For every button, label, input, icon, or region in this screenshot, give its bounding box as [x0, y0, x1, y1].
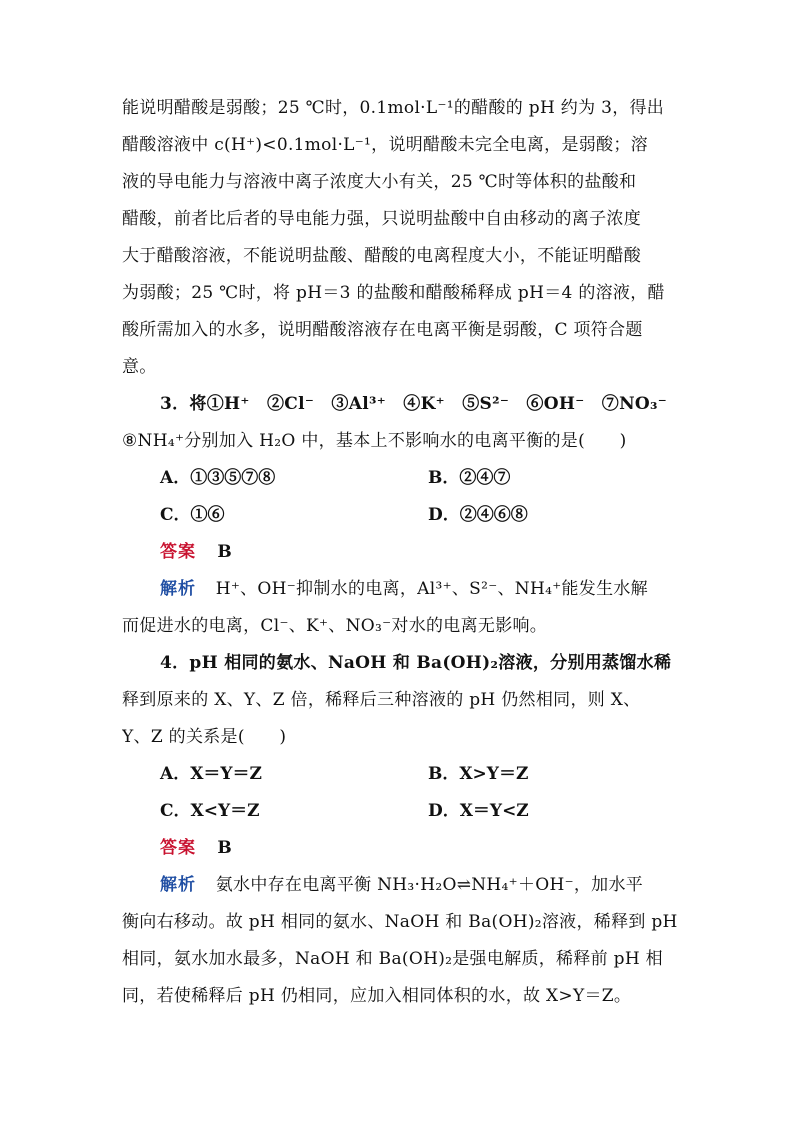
answer-value: B: [217, 838, 232, 858]
q4-explain-line: 衡向右移动。故 pH 相同的氨水、NaOH 和 Ba(OH)₂溶液，稀释到 pH: [122, 912, 678, 932]
q4-option-a: A．X＝Y＝Z: [160, 764, 262, 784]
q3-explain-row: [160, 577, 678, 601]
q3-option-d: D．②④⑥⑧: [428, 505, 528, 525]
q4-option-d: D．X＝Y<Z: [428, 801, 529, 821]
q3-stem-line: 3．将①H⁺ ②Cl⁻ ③Al³⁺ ④K⁺ ⑤S²⁻ ⑥OH⁻ ⑦NO₃⁻: [160, 394, 668, 414]
q4-explain-line: 同，若使稀释后 pH 仍相同，应加入相同体积的水，故 X>Y＝Z。: [122, 986, 632, 1006]
paragraph-line: 意。: [122, 357, 157, 377]
q3-option-c: C．①⑥: [160, 505, 225, 525]
q4-option-c: C．X<Y＝Z: [160, 801, 260, 821]
explain-label: 解析: [160, 579, 196, 599]
paragraph-line: 醋酸溶液中 c(H⁺)<0.1mol·L⁻¹，说明醋酸未完全电离，是弱酸；溶: [122, 135, 648, 155]
q4-answer-row: [160, 836, 232, 860]
explain-label: 解析: [160, 875, 196, 895]
answer-label: 答案: [160, 838, 196, 858]
explain-text: 氨水中存在电离平衡 NH₃·H₂O⇌NH₄⁺＋OH⁻，加水平: [215, 875, 644, 895]
paragraph-line: 液的导电能力与溶液中离子浓度大小有关，25 ℃时等体积的盐酸和: [122, 172, 637, 192]
paragraph-line: 酸所需加入的水多，说明醋酸溶液存在电离平衡是弱酸，C 项符合题: [122, 320, 643, 340]
q3-stem-line: ⑧NH₄⁺分别加入 H₂O 中，基本上不影响水的电离平衡的是( ): [122, 431, 627, 451]
answer-label: 答案: [160, 542, 196, 562]
q3-explain-line: 而促进水的电离，Cl⁻、K⁺、NO₃⁻对水的电离无影响。: [122, 616, 548, 636]
q4-stem-line: 释到原来的 X、Y、Z 倍，稀释后三种溶液的 pH 仍然相同，则 X、: [122, 690, 641, 710]
q4-explain-line: 相同，氨水加水最多，NaOH 和 Ba(OH)₂是强电解质，稀释前 pH 相: [122, 949, 663, 969]
q3-option-a: A．①③⑤⑦⑧: [160, 468, 276, 488]
paragraph-line: 为弱酸；25 ℃时，将 pH＝3 的盐酸和醋酸稀释成 pH＝4 的溶液，醋: [122, 283, 665, 303]
explain-text: H⁺、OH⁻抑制水的电离，Al³⁺、S²⁻、NH₄⁺能发生水解: [215, 579, 648, 599]
q4-option-b: B．X>Y＝Z: [428, 764, 529, 784]
paragraph-line: 能说明醋酸是弱酸；25 ℃时，0.1mol·L⁻¹的醋酸的 pH 约为 3，得出: [122, 98, 665, 118]
paragraph-line: 大于醋酸溶液，不能说明盐酸、醋酸的电离程度大小，不能证明醋酸: [122, 246, 641, 266]
q4-explain-row: [160, 873, 678, 897]
q4-stem-line: Y、Z 的关系是( ): [122, 727, 287, 747]
q3-answer-row: [160, 540, 232, 564]
paragraph-line: 醋酸，前者比后者的导电能力强，只说明盐酸中自由移动的离子浓度: [122, 209, 641, 229]
answer-value: B: [217, 542, 232, 562]
q3-option-b: B．②④⑦: [428, 468, 511, 488]
q4-stem-line: 4．pH 相同的氨水、NaOH 和 Ba(OH)₂溶液，分别用蒸馏水稀: [160, 653, 672, 673]
